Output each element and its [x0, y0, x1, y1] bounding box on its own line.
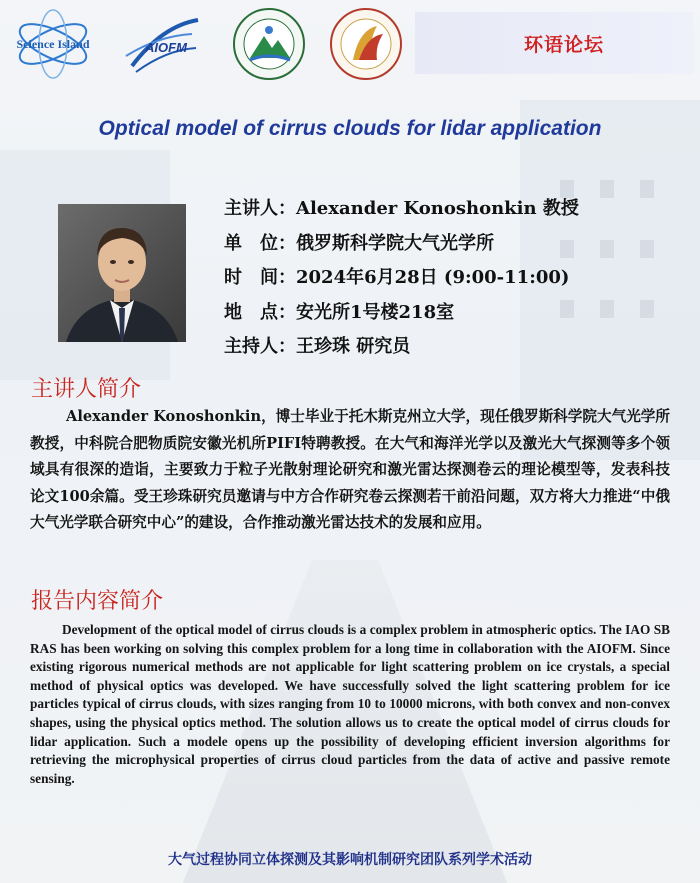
background-window	[640, 240, 654, 258]
info-label: 主讲人：	[224, 198, 296, 220]
aiofm-logo-text: AIOFM	[145, 40, 187, 55]
youth-innovation-logo	[325, 6, 407, 82]
info-row-speaker	[224, 190, 579, 225]
info-value: Alexander Konoshonkin 教授	[296, 198, 579, 220]
science-island-logo	[12, 6, 94, 82]
background-window	[640, 300, 654, 318]
info-value: 2024年6月28日 (9:00-11:00)	[296, 267, 570, 289]
aiofm-logo	[122, 6, 204, 82]
background-window	[600, 180, 614, 198]
info-row-host	[224, 328, 579, 363]
background-window	[640, 180, 654, 198]
background-window	[600, 300, 614, 318]
info-row-affiliation	[224, 225, 579, 260]
abstract-text-block	[30, 621, 670, 788]
forum-banner	[415, 12, 693, 74]
speaker-photo	[58, 204, 186, 342]
info-label: 单 位：	[224, 232, 296, 254]
page-title: Optical model of cirrus clouds for lidar application	[98, 117, 602, 140]
footer-text: 大气过程协同立体探测及其影响机制研究团队系列学术活动	[168, 852, 532, 868]
speaker-info	[224, 190, 579, 363]
info-label: 地 点：	[224, 301, 296, 323]
abstract-heading: 报告内容简介	[31, 589, 164, 614]
bio-text-block	[30, 404, 670, 537]
info-value: 俄罗斯科学院大气光学所	[296, 232, 494, 254]
info-value: 王珍珠 研究员	[296, 336, 411, 358]
abstract-text: Development of the optical model of cirrus clouds is a complex problem in atmospheric optics. The IAO SB RAS has been working on solving this complex problem for a long time in collaboration with the AIOFM. Since existing rigorous numerical methods are not applicable for light scattering problem on ice crystals, a special method of physical optics was developed. We have successfully solved the light scattering problem for ice particles typical of cirrus clouds, with sizes ranging from 10 to 10000 microns, with both convex and non-convex shapes, using the physical optics method. The solution allows us to create the optical model of cirrus clouds for lidar application. Such a modele opens up the possibility of developing efficient inversion algorithms for retrieving the microphysical properties of cirrus cloud particles from the data of active and passive remote sensing.	[30, 622, 670, 786]
info-row-location	[224, 294, 579, 329]
info-value: 安光所1号楼218室	[296, 301, 455, 323]
info-label: 时 间：	[224, 267, 296, 289]
info-row-time	[224, 259, 579, 294]
bio-heading: 主讲人简介	[31, 377, 142, 402]
background-window	[600, 240, 614, 258]
forum-banner-text: 环语论坛	[523, 33, 604, 56]
science-island-logo-text: Science Island	[16, 37, 90, 51]
atmospheric-optics-society-logo	[228, 6, 310, 82]
bio-text: Alexander Konoshonkin，博士毕业于托木斯克州立大学，现任俄罗斯科学院大气光学所教授，中科院合肥物质院安徽光机所PIFI特聘教授。在大气和海洋光学以及激光大气探测等多个领域具有很深的造诣，主要致力于粒子光散射理论研究和激光雷达探测卷云的理论模型等，发表科技论文100余篇。受王珍珠研究员邀请与中方合作研究卷云探测若干前沿问题，双方将大力推进“中俄大气光学联合研究中心”的建设，合作推动激光雷达技术的发展和应用。	[30, 408, 670, 531]
info-label: 主持人：	[224, 336, 296, 358]
